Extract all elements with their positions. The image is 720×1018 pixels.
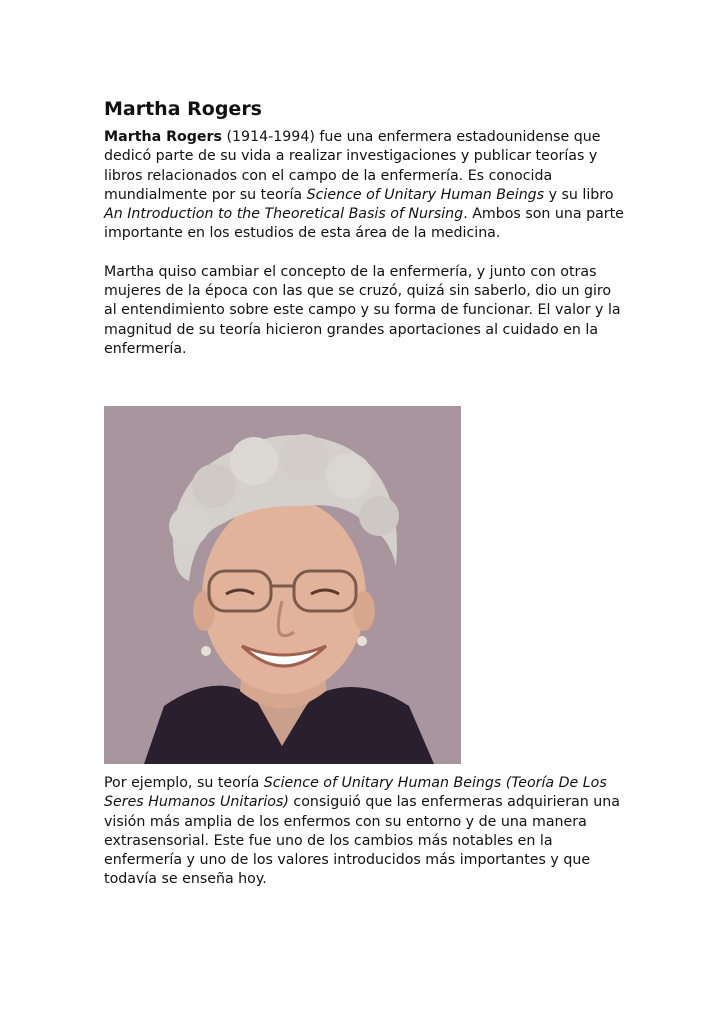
book-title: An Introduction to the Theoretical Basis of Nursing xyxy=(104,206,464,223)
portrait-illustration xyxy=(104,406,461,764)
page-title: Martha Rogers xyxy=(104,98,262,120)
paragraph-change: Martha quiso cambiar el concepto de la enfermería, y junto con otras mujeres de la época con las que se cruzó, quizá sin saberlo, dio un giro al entendimiento sobre este campo y su forma de funcionar. El valor y la magnitud de su teoría hicieron grandes aportaciones al cuidado en la enfermería. xyxy=(104,263,621,357)
intro-text-2: y su libro xyxy=(544,186,614,203)
article-bottom xyxy=(104,774,624,890)
example-text-1: Por ejemplo, su teoría xyxy=(104,775,264,791)
theory-title-full: Science of Unitary Human Beings (Teoría De Los Seres Humanos Unitarios) xyxy=(104,775,607,811)
intro-text-1: (1914-1994) fue una enfermera estadounidense que dedicó parte de su vida a realizar investigaciones y publicar teorías y libros relacionados con el campo de la enfermería. Es conocida mundialmente por su teoría xyxy=(104,129,601,203)
theory-title: Science of Unitary Human Beings xyxy=(306,186,545,203)
intro-text-3: . Ambos son una parte importante en los estudios de esta área de la medicina. xyxy=(104,206,624,242)
portrait-photo xyxy=(104,406,461,764)
example-text-2: consiguió que las enfermeras adquirieran una visión más amplia de los enfermos con su entorno y de una manera extrasensorial. Este fue uno de los cambios más notables en la enfermería y uno de los valores introducidos más importantes y que todavía se enseña hoy. xyxy=(104,794,620,888)
article-top xyxy=(104,96,624,359)
paragraph-example xyxy=(104,774,624,890)
subject-name: Martha Rogers xyxy=(104,129,222,145)
paragraph-intro xyxy=(104,128,624,244)
